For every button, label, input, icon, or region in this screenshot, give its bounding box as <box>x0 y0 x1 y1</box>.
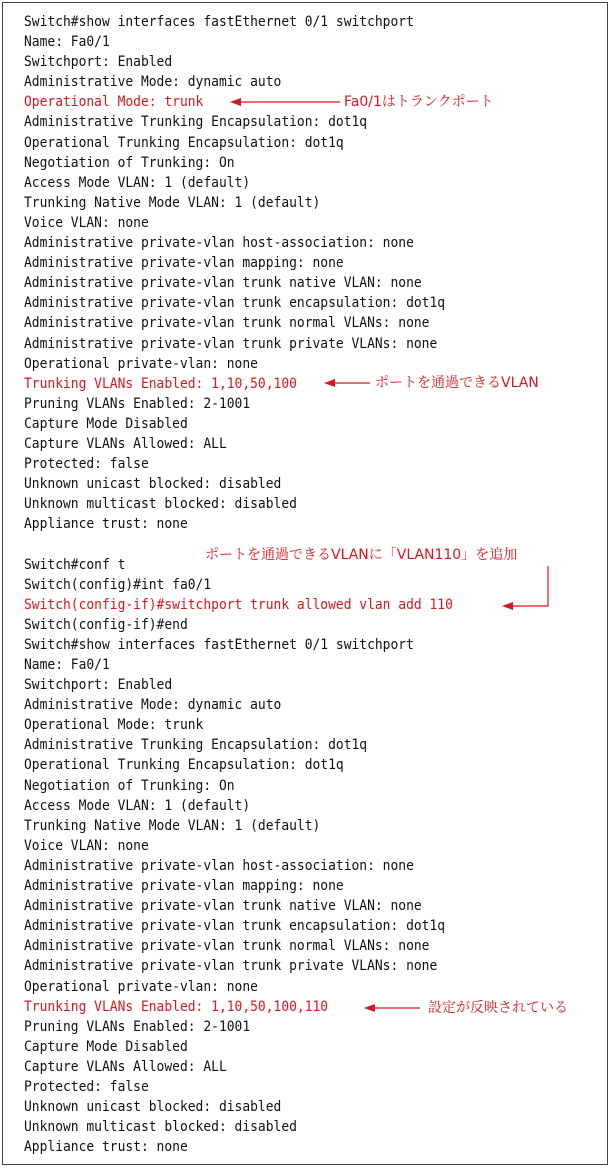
terminal-line: Pruning VLANs Enabled: 2-1001 <box>24 395 251 412</box>
terminal-line: Administrative private-vlan trunk encapsulation: dot1q <box>24 918 446 935</box>
terminal-line: Capture Mode Disabled <box>24 415 188 432</box>
terminal-line: Capture VLANs Allowed: ALL <box>24 435 227 452</box>
terminal-line: Appliance trust: none <box>24 1139 188 1156</box>
terminal-line: Trunking VLANs Enabled: 1,10,50,100 <box>24 375 297 392</box>
terminal-line: Switch#show interfaces fastEthernet 0/1 switchport <box>24 636 414 653</box>
terminal-line: Unknown unicast blocked: disabled <box>24 1099 282 1116</box>
terminal-line: Administrative private-vlan trunk private VLANs: none <box>24 958 438 975</box>
terminal-line: Protected: false <box>24 1078 149 1095</box>
terminal-line: Operational Trunking Encapsulation: dot1q <box>24 134 344 151</box>
terminal-line: Unknown multicast blocked: disabled <box>24 1119 297 1136</box>
terminal-line: Operational private-vlan: none <box>24 355 258 372</box>
terminal-line: Administrative private-vlan mapping: none <box>24 878 344 895</box>
terminal-line: Trunking VLANs Enabled: 1,10,50,100,110 <box>24 998 329 1015</box>
arrowhead-reflected <box>364 1004 375 1012</box>
terminal-line: Trunking Native Mode VLAN: 1 (default) <box>24 194 321 211</box>
terminal-line: Voice VLAN: none <box>24 837 149 854</box>
terminal-line: Protected: false <box>24 456 149 473</box>
terminal-line: Administrative private-vlan trunk normal VLANs: none <box>24 938 430 955</box>
note-add-vlan: ポートを通過できるVLANに「VLAN110」を追加 <box>205 547 518 563</box>
terminal-line: Operational Mode: trunk <box>24 94 204 111</box>
terminal-line: Unknown multicast blocked: disabled <box>24 496 297 513</box>
terminal-line: Negotiation of Trunking: On <box>24 154 235 171</box>
note-trunking-vlans: ポートを通過できるVLAN <box>375 375 539 391</box>
terminal-line: Name: Fa0/1 <box>24 34 110 51</box>
terminal-line: Access Mode VLAN: 1 (default) <box>24 174 251 191</box>
terminal-line: Pruning VLANs Enabled: 2-1001 <box>24 1018 251 1035</box>
terminal-line: Switchport: Enabled <box>24 677 173 694</box>
terminal-line: Switch#conf t <box>24 556 126 573</box>
terminal-line: Switch(config)#int fa0/1 <box>24 576 212 593</box>
terminal-line: Switch(config-if)#end <box>24 616 188 633</box>
terminal-line: Switchport: Enabled <box>24 54 173 71</box>
terminal-line: Switch#show interfaces fastEthernet 0/1 switchport <box>24 14 414 30</box>
arrowhead-operational-mode <box>230 98 241 106</box>
terminal-line: Administrative private-vlan trunk native VLAN: none <box>24 275 422 292</box>
terminal-line: Capture VLANs Allowed: ALL <box>24 1058 227 1075</box>
arrowhead-trunking-vlans <box>324 379 335 387</box>
arrowhead-add-vlan <box>502 602 513 610</box>
terminal-line: Administrative private-vlan host-association: none <box>24 235 414 252</box>
terminal-line: Voice VLAN: none <box>24 214 149 231</box>
terminal-line: Name: Fa0/1 <box>24 657 110 673</box>
note-reflected: 設定が反映されている <box>428 1000 568 1016</box>
terminal-line: Administrative private-vlan trunk normal VLANs: none <box>24 315 430 332</box>
terminal-line: Switch(config-if)#switchport trunk allowed vlan add 110 <box>24 596 453 613</box>
terminal-line: Administrative private-vlan host-association: none <box>24 857 414 874</box>
terminal-line: Administrative Trunking Encapsulation: dot1q <box>24 114 368 131</box>
terminal-line: Operational Trunking Encapsulation: dot1q <box>24 757 344 774</box>
terminal-line: Access Mode VLAN: 1 (default) <box>24 797 251 814</box>
terminal-line: Operational Mode: trunk <box>24 717 204 734</box>
terminal-line: Negotiation of Trunking: On <box>24 777 235 794</box>
terminal-line: Administrative private-vlan trunk native VLAN: none <box>24 898 422 915</box>
terminal-line: Appliance trust: none <box>24 516 188 533</box>
terminal-line: Trunking Native Mode VLAN: 1 (default) <box>24 817 321 834</box>
terminal-line: Capture Mode Disabled <box>24 1038 188 1055</box>
terminal-line: Operational private-vlan: none <box>24 978 258 995</box>
terminal-line: Administrative Mode: dynamic auto <box>24 697 282 714</box>
terminal-line: Administrative private-vlan trunk encapsulation: dot1q <box>24 295 446 312</box>
terminal-line: Administrative private-vlan trunk private VLANs: none <box>24 335 438 352</box>
terminal-line: Administrative Mode: dynamic auto <box>24 74 282 91</box>
terminal-line: Administrative Trunking Encapsulation: dot1q <box>24 737 368 754</box>
arrow-add-vlan <box>510 566 548 606</box>
note-operational-mode: Fa0/1はトランクポート <box>344 94 494 110</box>
terminal-line: Administrative private-vlan mapping: none <box>24 255 344 272</box>
terminal-line: Unknown unicast blocked: disabled <box>24 476 282 493</box>
